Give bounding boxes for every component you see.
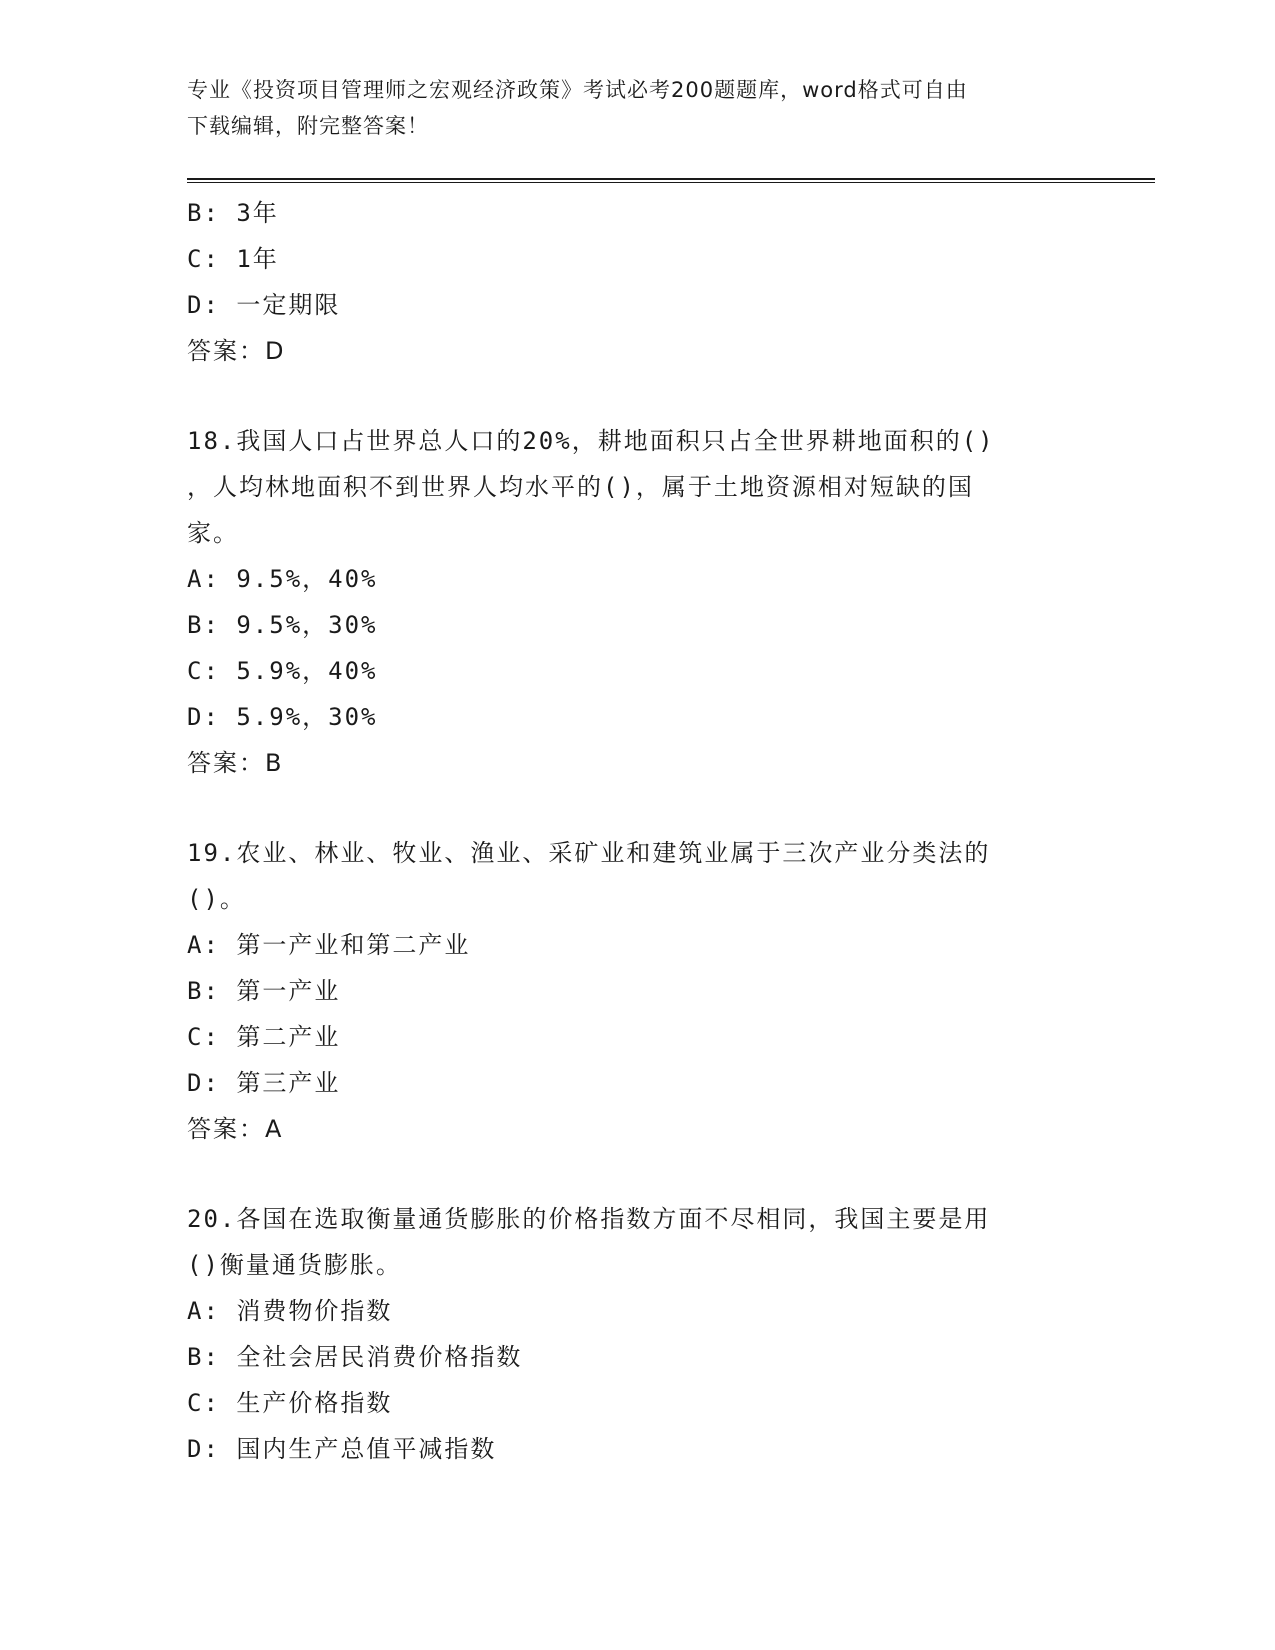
answer-line: 答案：A — [187, 1115, 284, 1143]
option-c: C: 生产价格指数 — [187, 1389, 393, 1417]
option-a: A: 第一产业和第二产业 — [187, 931, 471, 959]
option-a: A: 消费物价指数 — [187, 1297, 393, 1325]
spacer — [187, 1152, 1067, 1196]
option-d: D: 国内生产总值平减指数 — [187, 1435, 497, 1463]
question-text-line: ()。 — [187, 885, 246, 913]
question-text-line: 20.各国在选取衡量通货膨胀的价格指数方面不尽相同，我国主要是用 — [187, 1205, 991, 1233]
spacer — [187, 786, 1067, 830]
spacer — [187, 374, 1067, 418]
header-divider — [187, 178, 1155, 183]
option-d: D: 第三产业 — [187, 1069, 341, 1097]
question-content — [187, 190, 1067, 1472]
option-d: D: 5.9%，30% — [187, 703, 378, 731]
question-18 — [187, 418, 1067, 786]
header-line-2: 下载编辑，附完整答案！ — [187, 114, 429, 138]
option-b: B: 第一产业 — [187, 977, 341, 1005]
question-text-line: 家。 — [187, 519, 239, 547]
option-b: B: 3年 — [187, 199, 279, 227]
option-c: C: 5.9%，40% — [187, 657, 378, 685]
option-a: A: 9.5%，40% — [187, 565, 378, 593]
option-b: B: 9.5%，30% — [187, 611, 378, 639]
option-b: B: 全社会居民消费价格指数 — [187, 1343, 523, 1371]
question-19 — [187, 830, 1067, 1152]
option-d: D: 一定期限 — [187, 291, 341, 319]
answer-line: 答案：D — [187, 337, 286, 365]
question-text-line: ()衡量通货膨胀。 — [187, 1251, 402, 1279]
question-20 — [187, 1196, 1067, 1472]
document-header — [187, 72, 1087, 144]
question-text-line: 19.农业、林业、牧业、渔业、采矿业和建筑业属于三次产业分类法的 — [187, 839, 991, 867]
question-text-line: ，人均林地面积不到世界人均水平的()，属于土地资源相对短缺的国 — [187, 473, 974, 501]
option-c: C: 第二产业 — [187, 1023, 341, 1051]
option-c: C: 1年 — [187, 245, 279, 273]
question-text-line: 18.我国人口占世界总人口的20%，耕地面积只占全世界耕地面积的() — [187, 427, 995, 455]
previous-question-tail — [187, 190, 1067, 374]
answer-line: 答案：B — [187, 749, 284, 777]
header-line-1: 专业《投资项目管理师之宏观经济政策》考试必考200题题库，word格式可自由 — [187, 78, 968, 102]
